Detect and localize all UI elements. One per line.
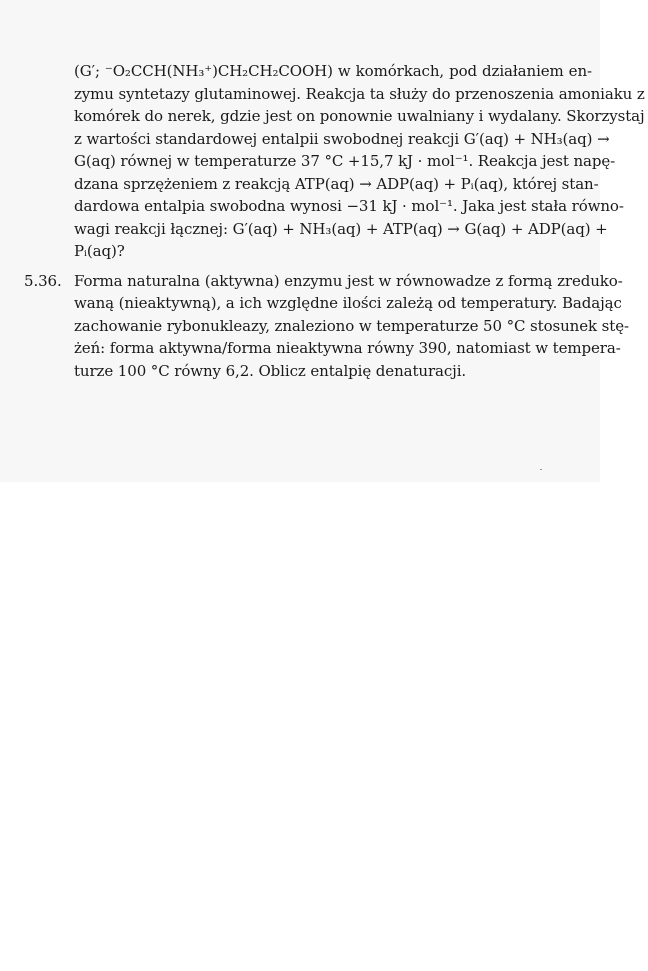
text-line: dardowa entalpia swobodna wynosi −31 kJ · mol⁻¹. Jaka jest stała równo- — [74, 197, 624, 215]
problem-continuation — [0, 60, 645, 263]
text-line: Pᵢ(aq)? — [74, 242, 125, 260]
text-line: G(aq) równej w temperaturze 37 °C +15,7 kJ · mol⁻¹. Reakcja jest napę- — [74, 152, 616, 170]
text-line: Forma naturalna (aktywna) enzymu jest w równowadze z formą zreduko- — [74, 271, 623, 290]
text-line: z wartości standardowej entalpii swobodnej reakcji G′(aq) + NH₃(aq) → — [74, 129, 610, 148]
text-line: żeń: forma aktywna/forma nieaktywna równy 390, natomiast w tempera- — [74, 339, 621, 357]
text-line: (G′; ⁻O₂CCH(NH₃⁺)CH₂CH₂COOH) w komórkach, pod działaniem en- — [74, 62, 592, 80]
text-line: wagi reakcji łącznej: G′(aq) + NH₃(aq) + ATP(aq) → G(aq) + ADP(aq) + — [74, 219, 608, 238]
problem-5-36 — [0, 270, 629, 383]
problem-number: 5.36. — [24, 271, 62, 290]
scan-speck — [540, 469, 542, 470]
text-line: dzana sprzężeniem z reakcją ATP(aq) → ADP(aq) + Pᵢ(aq), której stan- — [74, 174, 599, 193]
text-line: komórek do nerek, gdzie jest on ponownie uwalniany i wydalany. Skorzystaj — [74, 107, 645, 125]
text-line: turze 100 °C równy 6,2. Oblicz entalpię denaturacji. — [74, 361, 467, 380]
text-line: zymu syntetazy glutaminowej. Reakcja ta służy do przenoszenia amoniaku z — [74, 84, 645, 103]
page-text — [0, 60, 645, 382]
text-line: zachowanie rybonukleazy, znaleziono w temperaturze 50 °C stosunek stę- — [74, 316, 629, 335]
text-line: waną (nieaktywną), a ich względne ilości zależą od temperatury. Badając — [74, 294, 622, 312]
